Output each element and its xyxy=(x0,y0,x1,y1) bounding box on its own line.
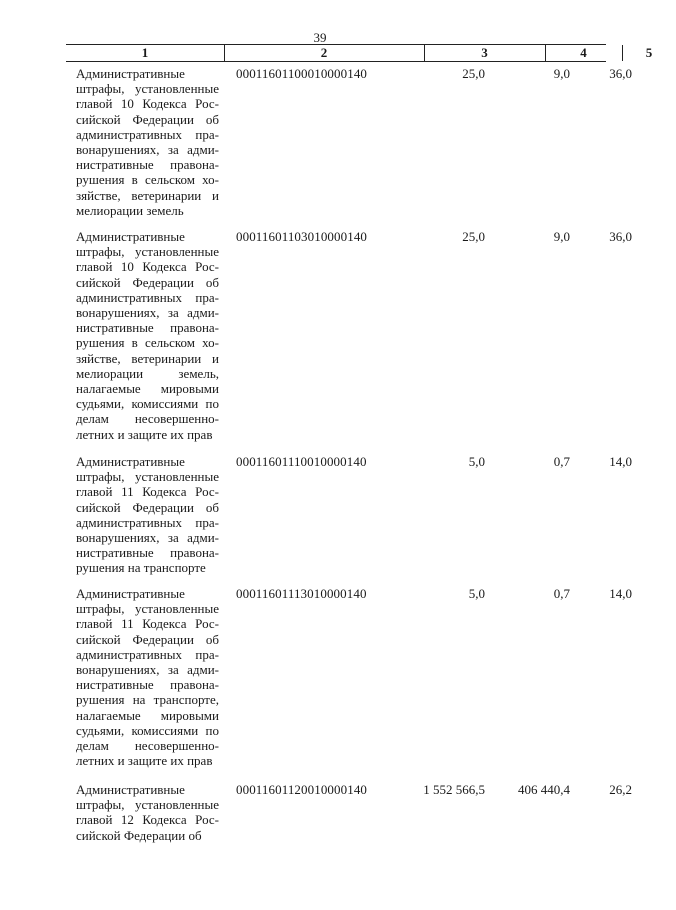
description-line: рушения на транспорте xyxy=(76,560,206,576)
header-col-4: 4 xyxy=(580,45,587,60)
row-code: 00011601103010000140 xyxy=(236,229,368,244)
description-line: нистративные правона- xyxy=(76,545,219,561)
description-line: налагаемые мировыми xyxy=(76,707,219,723)
row-value-col5: 26,2 xyxy=(609,782,632,797)
description-line: нистративные правона- xyxy=(76,157,219,173)
description-line: главой 10 Кодекса Рос- xyxy=(76,259,219,275)
row-value-col5: 14,0 xyxy=(609,586,632,601)
description-line: главой 10 Кодекса Рос- xyxy=(76,96,219,112)
description-line: сийской Федерации об xyxy=(76,274,219,290)
row-value-col4: 406 440,4 xyxy=(518,782,570,797)
row-value-col3: 5,0 xyxy=(468,454,485,469)
description-line: судьями, комиссиями по xyxy=(76,722,219,738)
row-description xyxy=(76,782,219,843)
row-value-col3: 1 552 566,5 xyxy=(423,782,485,797)
description-line: мелиорации земель, xyxy=(76,365,219,381)
description-line: Административные xyxy=(76,229,185,244)
description-line: зяйстве, ветеринарии и xyxy=(76,187,219,203)
description-line: вонарушениях, за адми- xyxy=(76,305,219,321)
description-line: Административные xyxy=(76,782,185,797)
description-line: административных пра- xyxy=(76,126,219,142)
description-line: делам несовершенно- xyxy=(76,411,219,427)
description-line: рушения на транспорте, xyxy=(76,692,219,708)
row-value-col5: 36,0 xyxy=(609,229,632,244)
row-description xyxy=(76,454,219,576)
description-line: сийской Федерации об xyxy=(76,111,219,127)
row-code: 00011601110010000140 xyxy=(236,454,367,469)
description-line: делам несовершенно- xyxy=(76,738,219,754)
description-line: рушения в сельском хо- xyxy=(76,335,219,351)
row-description xyxy=(76,586,219,768)
row-code: 00011601100010000140 xyxy=(236,66,368,81)
row-value-col3: 25,0 xyxy=(462,229,485,244)
row-value-col5: 14,0 xyxy=(609,454,632,469)
description-line: летних и защите их прав xyxy=(76,753,213,769)
description-line: штрафы, установленные xyxy=(76,244,219,260)
description-line: Административные xyxy=(76,586,185,601)
row-value-col4: 0,7 xyxy=(553,454,570,469)
description-line: штрафы, установленные xyxy=(76,81,219,97)
description-line: административных пра- xyxy=(76,514,219,530)
row-description xyxy=(76,66,219,218)
description-line: Административные xyxy=(76,454,185,469)
row-value-col3: 5,0 xyxy=(468,586,485,601)
description-line: Административные xyxy=(76,66,185,81)
description-line: рушения в сельском хо- xyxy=(76,172,219,188)
description-line: главой 11 Кодекса Рос- xyxy=(76,484,219,500)
description-line: административных пра- xyxy=(76,646,219,662)
description-line: сийской Федерации об xyxy=(76,631,219,647)
description-line: зяйстве, ветеринарии и xyxy=(76,350,219,366)
description-line: штрафы, установленные xyxy=(76,469,219,485)
description-line: сийской Федерации об xyxy=(76,827,202,843)
header-col-1: 1 xyxy=(141,45,149,60)
description-line: административных пра- xyxy=(76,289,219,305)
description-line: штрафы, установленные xyxy=(76,797,219,813)
row-description xyxy=(76,229,219,442)
description-line: главой 12 Кодекса Рос- xyxy=(76,812,219,828)
description-line: летних и защите их прав xyxy=(76,426,213,442)
description-line: вонарушениях, за адми- xyxy=(76,662,219,678)
description-line: мелиорации земель xyxy=(76,202,184,218)
description-line: сийской Федерации об xyxy=(76,499,219,515)
row-value-col5: 36,0 xyxy=(609,66,632,81)
row-value-col4: 9,0 xyxy=(553,66,570,81)
description-line: нистративные правона- xyxy=(76,677,219,693)
description-line: вонарушениях, за адми- xyxy=(76,530,219,546)
row-value-col3: 25,0 xyxy=(462,66,485,81)
description-line: вонарушениях, за адми- xyxy=(76,142,219,158)
header-col-3: 3 xyxy=(481,45,488,60)
row-code: 00011601120010000140 xyxy=(236,782,368,797)
description-line: штрафы, установленные xyxy=(76,601,219,617)
description-line: нистративные правона- xyxy=(76,320,219,336)
description-line: главой 11 Кодекса Рос- xyxy=(76,616,219,632)
row-value-col4: 0,7 xyxy=(553,586,570,601)
row-value-col4: 9,0 xyxy=(553,229,570,244)
row-code: 00011601113010000140 xyxy=(236,586,367,601)
table-header xyxy=(66,44,653,62)
header-col-2: 2 xyxy=(320,45,328,60)
header-col-5: 5 xyxy=(645,45,653,60)
description-line: судьями, комиссиями по xyxy=(76,396,219,412)
description-line: налагаемые мировыми xyxy=(76,381,219,397)
page-number: 39 xyxy=(313,30,327,45)
